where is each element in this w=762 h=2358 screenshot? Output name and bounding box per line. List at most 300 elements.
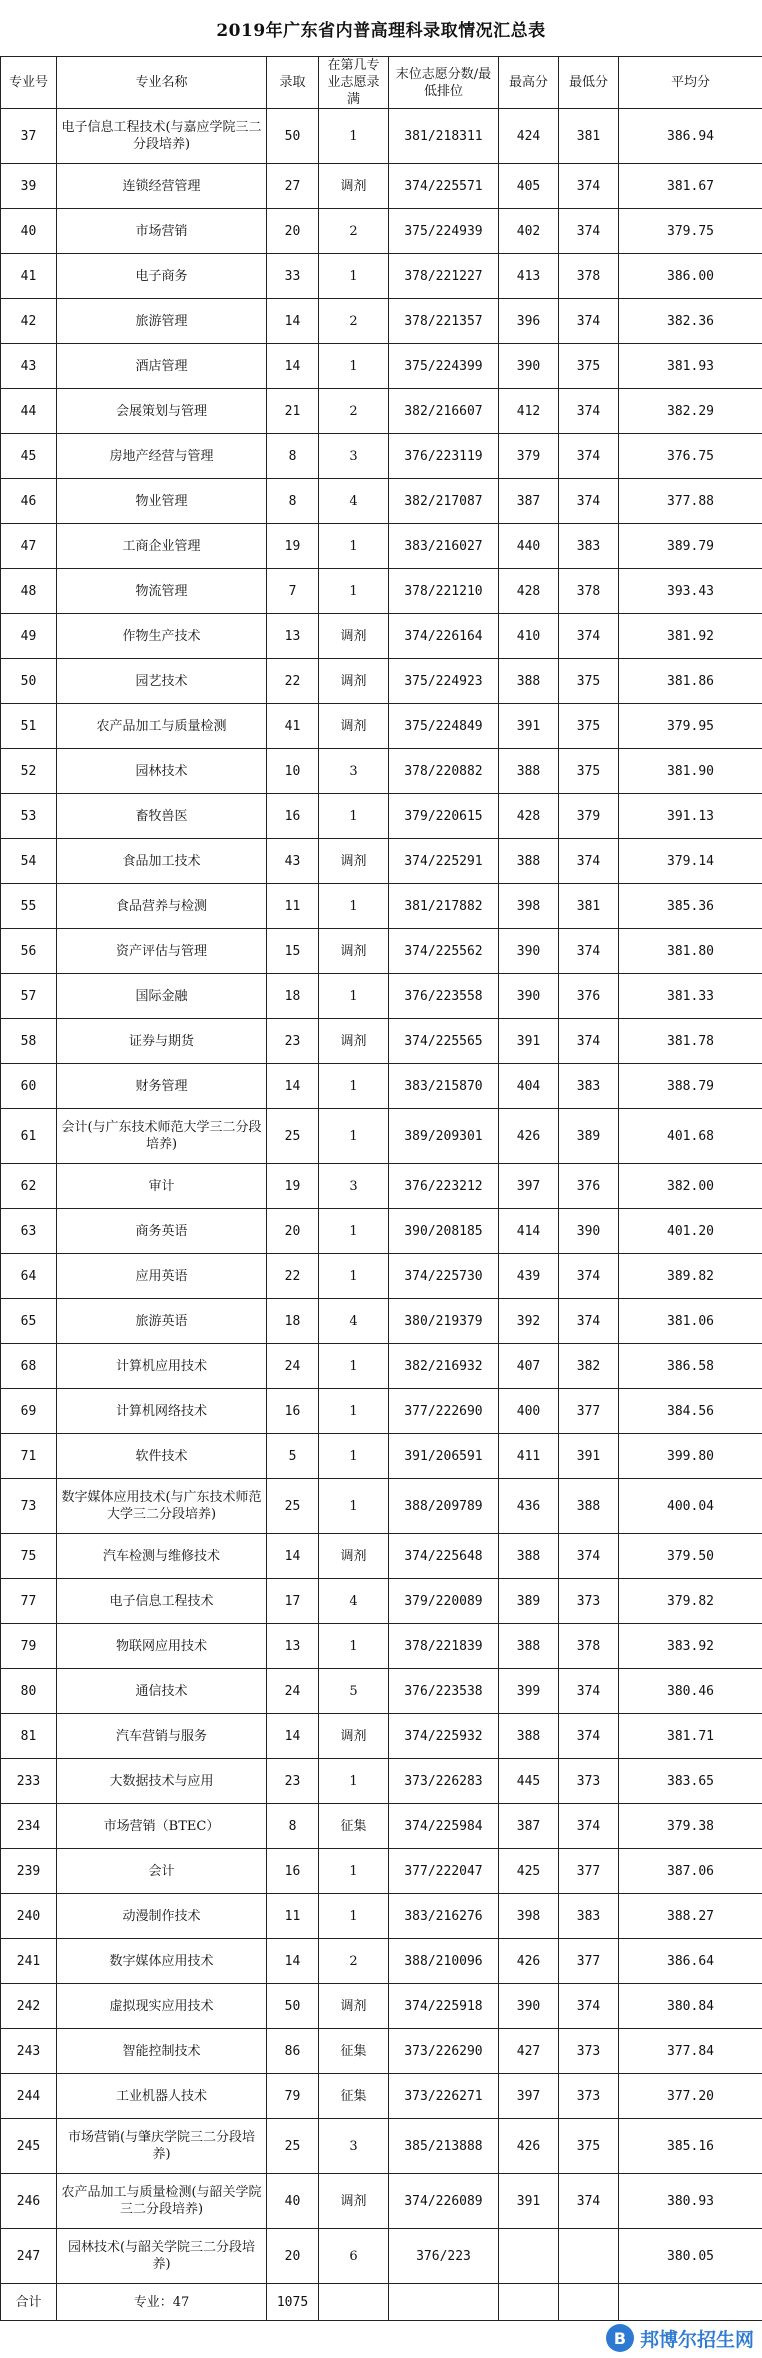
header-row	[1, 57, 762, 109]
cell-avg-score: 377.84	[619, 2029, 762, 2074]
cell-avg-score: 381.86	[619, 659, 762, 704]
cell-last-score-rank: 375/224923	[389, 659, 499, 704]
cell-choice-filled: 1	[319, 1344, 389, 1389]
cell-choice-filled: 征集	[319, 2029, 389, 2074]
table-row	[1, 1939, 762, 1984]
table-title: 2019年广东省内普高理科录取情况汇总表	[216, 20, 546, 41]
cell-admitted: 18	[267, 974, 319, 1019]
cell-major-name: 汽车检测与维修技术	[57, 1534, 267, 1579]
cell-last-score-rank: 374/225984	[389, 1804, 499, 1849]
cell-major-name: 工业机器人技术	[57, 2074, 267, 2119]
table-row	[1, 1254, 762, 1299]
cell-major-name: 计算机网络技术	[57, 1389, 267, 1434]
cell-min-score: 383	[559, 524, 619, 569]
cell-major-no: 241	[1, 1939, 57, 1984]
cell-choice-filled: 1	[319, 1759, 389, 1804]
cell-min-score: 378	[559, 254, 619, 299]
table-row	[1, 2229, 762, 2284]
cell-choice-filled: 3	[319, 749, 389, 794]
cell-max-score: 410	[499, 614, 559, 659]
cell-major-name: 市场营销（BTEC）	[57, 1804, 267, 1849]
cell-max-score: 407	[499, 1344, 559, 1389]
cell-admitted: 40	[267, 2174, 319, 2229]
cell-major-no: 47	[1, 524, 57, 569]
table-row	[1, 479, 762, 524]
cell-avg-score: 399.80	[619, 1434, 762, 1479]
table-row	[1, 1624, 762, 1669]
table-row	[1, 389, 762, 434]
cell-min-score: 377	[559, 1849, 619, 1894]
table-row	[1, 659, 762, 704]
cell-min-score: 376	[559, 974, 619, 1019]
table-row	[1, 524, 762, 569]
cell-avg-score: 388.27	[619, 1894, 762, 1939]
cell-choice-filled: 1	[319, 1389, 389, 1434]
cell-avg-score: 377.20	[619, 2074, 762, 2119]
cell-major-no: 77	[1, 1579, 57, 1624]
table-row	[1, 1479, 762, 1534]
cell-choice-filled: 1	[319, 1109, 389, 1164]
cell-min-score: 373	[559, 2074, 619, 2119]
cell-last-score-rank: 376/223212	[389, 1164, 499, 1209]
cell-major-no: 43	[1, 344, 57, 389]
cell-last-score-rank: 374/225918	[389, 1984, 499, 2029]
cell-last-score-rank: 383/215870	[389, 1064, 499, 1109]
cell-admitted: 50	[267, 1984, 319, 2029]
cell-max-score: 398	[499, 884, 559, 929]
cell-min-score: 374	[559, 614, 619, 659]
cell-last-score-rank: 390/208185	[389, 1209, 499, 1254]
col-header-avg-score: 平均分	[619, 57, 762, 109]
cell-min-score: 388	[559, 1479, 619, 1534]
table-row	[1, 614, 762, 659]
cell-max-score: 445	[499, 1759, 559, 1804]
cell-max-score: 426	[499, 1109, 559, 1164]
col-header-choice-filled: 在第几专业志愿录满	[319, 57, 389, 109]
cell-admitted: 11	[267, 884, 319, 929]
cell-avg-score: 387.06	[619, 1849, 762, 1894]
cell-last-score-rank: 378/220882	[389, 749, 499, 794]
cell-min-score: 374	[559, 1669, 619, 1714]
cell-last-score-rank: 380/219379	[389, 1299, 499, 1344]
cell-admitted: 23	[267, 1019, 319, 1064]
cell-choice-filled: 1	[319, 974, 389, 1019]
cell-major-no: 39	[1, 164, 57, 209]
table-row	[1, 839, 762, 884]
cell-major-name: 作物生产技术	[57, 614, 267, 659]
cell-choice-filled: 2	[319, 1939, 389, 1984]
cell-choice-filled: 6	[319, 2229, 389, 2284]
cell-major-name: 国际金融	[57, 974, 267, 1019]
cell-choice-filled: 调剂	[319, 2174, 389, 2229]
cell-avg-score: 381.90	[619, 749, 762, 794]
cell-max-score: 404	[499, 1064, 559, 1109]
cell-major-name: 园林技术	[57, 749, 267, 794]
cell-max-score: 391	[499, 1019, 559, 1064]
cell-max-score: 425	[499, 1849, 559, 1894]
cell-min-score: 382	[559, 1344, 619, 1389]
cell-last-score-rank: 376/223	[389, 2229, 499, 2284]
cell-min-score: 374	[559, 839, 619, 884]
cell-last-score-rank: 376/223119	[389, 434, 499, 479]
cell-last-score-rank: 379/220615	[389, 794, 499, 839]
cell-min-score: 383	[559, 1894, 619, 1939]
cell-major-name: 市场营销(与肇庆学院三二分段培养)	[57, 2119, 267, 2174]
cell-avg-score: 381.33	[619, 974, 762, 1019]
cell-admitted: 22	[267, 1254, 319, 1299]
cell-avg-score: 391.13	[619, 794, 762, 839]
cell-max-score: 388	[499, 1714, 559, 1759]
cell-min-score: 375	[559, 749, 619, 794]
cell-avg-score: 381.06	[619, 1299, 762, 1344]
cell-max-score: 387	[499, 479, 559, 524]
cell-max-score: 405	[499, 164, 559, 209]
cell-major-no: 245	[1, 2119, 57, 2174]
cell-choice-filled: 2	[319, 389, 389, 434]
cell-avg-score: 385.36	[619, 884, 762, 929]
table-row	[1, 1759, 762, 1804]
table-row	[1, 344, 762, 389]
cell-choice-filled: 1	[319, 1434, 389, 1479]
cell-admitted: 50	[267, 109, 319, 164]
col-header-major-name: 专业名称	[57, 57, 267, 109]
table-row	[1, 1299, 762, 1344]
cell-last-score-rank: 381/217882	[389, 884, 499, 929]
cell-admitted: 8	[267, 1804, 319, 1849]
cell-admitted: 18	[267, 1299, 319, 1344]
cell-avg-score: 401.68	[619, 1109, 762, 1164]
cell-major-no: 80	[1, 1669, 57, 1714]
cell-min-score: 374	[559, 434, 619, 479]
cell-last-score-rank: 379/220089	[389, 1579, 499, 1624]
cell-major-no: 71	[1, 1434, 57, 1479]
table-row	[1, 299, 762, 344]
table-row	[1, 1109, 762, 1164]
total-row	[1, 2284, 762, 2321]
cell-last-score-rank: 378/221839	[389, 1624, 499, 1669]
table-row	[1, 1434, 762, 1479]
cell-min-score: 374	[559, 1714, 619, 1759]
cell-admitted: 20	[267, 1209, 319, 1254]
cell-choice-filled: 调剂	[319, 1534, 389, 1579]
table-row	[1, 209, 762, 254]
total-label: 合计	[1, 2284, 57, 2321]
cell-admitted: 7	[267, 569, 319, 614]
table-row	[1, 1804, 762, 1849]
cell-choice-filled: 1	[319, 1894, 389, 1939]
cell-major-name: 大数据技术与应用	[57, 1759, 267, 1804]
cell-major-name: 市场营销	[57, 209, 267, 254]
cell-max-score: 411	[499, 1434, 559, 1479]
table-row	[1, 434, 762, 479]
cell-min-score: 376	[559, 1164, 619, 1209]
cell-avg-score: 386.00	[619, 254, 762, 299]
cell-avg-score: 400.04	[619, 1479, 762, 1534]
cell-avg-score: 381.92	[619, 614, 762, 659]
cell-major-no: 52	[1, 749, 57, 794]
cell-major-no: 69	[1, 1389, 57, 1434]
cell-last-score-rank: 391/206591	[389, 1434, 499, 1479]
cell-major-no: 240	[1, 1894, 57, 1939]
cell-last-score-rank: 374/225565	[389, 1019, 499, 1064]
cell-major-name: 电子信息工程技术(与嘉应学院三二分段培养)	[57, 109, 267, 164]
cell-major-name: 智能控制技术	[57, 2029, 267, 2074]
cell-choice-filled: 3	[319, 434, 389, 479]
site-watermark	[606, 2324, 754, 2352]
cell-choice-filled: 5	[319, 1669, 389, 1714]
cell-major-name: 数字媒体应用技术(与广东技术师范大学三二分段培养)	[57, 1479, 267, 1534]
cell-avg-score: 379.14	[619, 839, 762, 884]
cell-major-no: 242	[1, 1984, 57, 2029]
cell-admitted: 13	[267, 1624, 319, 1669]
table-row	[1, 1579, 762, 1624]
cell-min-score: 378	[559, 1624, 619, 1669]
cell-min-score: 375	[559, 659, 619, 704]
cell-min-score: 374	[559, 2174, 619, 2229]
cell-min-score: 374	[559, 299, 619, 344]
cell-major-no: 57	[1, 974, 57, 1019]
cell-admitted: 19	[267, 524, 319, 569]
cell-choice-filled: 2	[319, 299, 389, 344]
cell-major-no: 239	[1, 1849, 57, 1894]
col-header-max-score: 最高分	[499, 57, 559, 109]
cell-choice-filled: 调剂	[319, 1019, 389, 1064]
cell-major-name: 食品营养与检测	[57, 884, 267, 929]
table-row	[1, 1714, 762, 1759]
cell-last-score-rank: 376/223538	[389, 1669, 499, 1714]
cell-major-no: 61	[1, 1109, 57, 1164]
cell-max-score: 426	[499, 1939, 559, 1984]
cell-last-score-rank: 381/218311	[389, 109, 499, 164]
cell-major-no: 41	[1, 254, 57, 299]
cell-avg-score: 383.92	[619, 1624, 762, 1669]
table-row	[1, 1534, 762, 1579]
cell-admitted: 11	[267, 1894, 319, 1939]
cell-avg-score: 385.16	[619, 2119, 762, 2174]
cell-max-score: 428	[499, 794, 559, 839]
cell-max-score: 388	[499, 749, 559, 794]
table-row	[1, 794, 762, 839]
table-row	[1, 1209, 762, 1254]
cell-min-score: 375	[559, 704, 619, 749]
cell-choice-filled: 调剂	[319, 1984, 389, 2029]
table-row	[1, 929, 762, 974]
cell-max-score: 397	[499, 1164, 559, 1209]
cell-major-name: 工商企业管理	[57, 524, 267, 569]
cell-admitted: 15	[267, 929, 319, 974]
table-row	[1, 974, 762, 1019]
col-header-admitted: 录取	[267, 57, 319, 109]
cell-last-score-rank: 377/222047	[389, 1849, 499, 1894]
cell-admitted: 33	[267, 254, 319, 299]
total-admitted: 1075	[267, 2284, 319, 2321]
cell-major-name: 商务英语	[57, 1209, 267, 1254]
cell-max-score: 389	[499, 1579, 559, 1624]
cell-choice-filled: 1	[319, 1254, 389, 1299]
table-row	[1, 1894, 762, 1939]
cell-max-score: 414	[499, 1209, 559, 1254]
cell-choice-filled: 调剂	[319, 614, 389, 659]
cell-min-score: 374	[559, 1534, 619, 1579]
cell-choice-filled: 1	[319, 254, 389, 299]
cell-last-score-rank: 388/210096	[389, 1939, 499, 1984]
table-row	[1, 1344, 762, 1389]
watermark-text: 邦博尔招生网	[639, 2328, 754, 2351]
cell-admitted: 22	[267, 659, 319, 704]
cell-min-score: 390	[559, 1209, 619, 1254]
cell-min-score: 373	[559, 1759, 619, 1804]
cell-major-no: 51	[1, 704, 57, 749]
cell-admitted: 25	[267, 1109, 319, 1164]
cell-major-name: 连锁经营管理	[57, 164, 267, 209]
cell-major-name: 旅游管理	[57, 299, 267, 344]
table-row	[1, 1064, 762, 1109]
cell-avg-score: 382.29	[619, 389, 762, 434]
cell-avg-score: 379.38	[619, 1804, 762, 1849]
cell-admitted: 25	[267, 1479, 319, 1534]
cell-max-score: 426	[499, 2119, 559, 2174]
cell-major-name: 房地产经营与管理	[57, 434, 267, 479]
cell-min-score: 374	[559, 389, 619, 434]
cell-max-score: 396	[499, 299, 559, 344]
cell-admitted: 41	[267, 704, 319, 749]
cell-choice-filled: 1	[319, 1849, 389, 1894]
cell-min-score: 375	[559, 2119, 619, 2174]
cell-max-score: 388	[499, 1534, 559, 1579]
cell-admitted: 16	[267, 1389, 319, 1434]
cell-last-score-rank: 382/216607	[389, 389, 499, 434]
cell-last-score-rank: 374/225932	[389, 1714, 499, 1759]
cell-max-score: 388	[499, 1624, 559, 1669]
cell-last-score-rank: 375/224939	[389, 209, 499, 254]
cell-admitted: 24	[267, 1669, 319, 1714]
table-row	[1, 704, 762, 749]
cell-last-score-rank: 389/209301	[389, 1109, 499, 1164]
cell-max-score: 413	[499, 254, 559, 299]
cell-major-no: 46	[1, 479, 57, 524]
cell-choice-filled: 1	[319, 1624, 389, 1669]
cell-major-name: 审计	[57, 1164, 267, 1209]
cell-major-name: 电子商务	[57, 254, 267, 299]
cell-last-score-rank: 382/216932	[389, 1344, 499, 1389]
cell-admitted: 43	[267, 839, 319, 884]
cell-choice-filled: 4	[319, 1299, 389, 1344]
brand-logo-icon: B	[606, 2324, 634, 2352]
cell-max-score: 392	[499, 1299, 559, 1344]
cell-min-score: 381	[559, 884, 619, 929]
table-row	[1, 164, 762, 209]
cell-last-score-rank: 374/225571	[389, 164, 499, 209]
cell-max-score: 390	[499, 1984, 559, 2029]
cell-last-score-rank: 374/225648	[389, 1534, 499, 1579]
cell-admitted: 86	[267, 2029, 319, 2074]
cell-major-no: 79	[1, 1624, 57, 1669]
cell-avg-score: 393.43	[619, 569, 762, 614]
cell-major-name: 物流管理	[57, 569, 267, 614]
cell-choice-filled: 征集	[319, 2074, 389, 2119]
cell-major-name: 虚拟现实应用技术	[57, 1984, 267, 2029]
cell-max-score: 391	[499, 704, 559, 749]
cell-major-name: 软件技术	[57, 1434, 267, 1479]
cell-major-name: 汽车营销与服务	[57, 1714, 267, 1759]
cell-major-no: 68	[1, 1344, 57, 1389]
cell-min-score: 377	[559, 1939, 619, 1984]
cell-min-score: 383	[559, 1064, 619, 1109]
cell-min-score	[559, 2229, 619, 2284]
cell-max-score: 391	[499, 2174, 559, 2229]
cell-min-score: 391	[559, 1434, 619, 1479]
cell-admitted: 5	[267, 1434, 319, 1479]
col-header-last-score-rank: 末位志愿分数/最低排位	[389, 57, 499, 109]
cell-avg-score: 381.78	[619, 1019, 762, 1064]
cell-major-name: 会计	[57, 1849, 267, 1894]
cell-choice-filled: 调剂	[319, 164, 389, 209]
cell-avg-score: 379.95	[619, 704, 762, 749]
table-row	[1, 2174, 762, 2229]
cell-last-score-rank: 374/225291	[389, 839, 499, 884]
cell-admitted: 21	[267, 389, 319, 434]
cell-choice-filled: 2	[319, 209, 389, 254]
cell-admitted: 17	[267, 1579, 319, 1624]
table-row	[1, 1669, 762, 1714]
cell-admitted: 14	[267, 1064, 319, 1109]
cell-last-score-rank: 378/221357	[389, 299, 499, 344]
cell-avg-score: 377.88	[619, 479, 762, 524]
cell-major-name: 畜牧兽医	[57, 794, 267, 839]
table-row	[1, 1164, 762, 1209]
cell-max-score	[499, 2229, 559, 2284]
cell-major-no: 45	[1, 434, 57, 479]
cell-major-no: 49	[1, 614, 57, 659]
cell-min-score: 374	[559, 1254, 619, 1299]
cell-major-no: 65	[1, 1299, 57, 1344]
cell-admitted: 14	[267, 1714, 319, 1759]
table-row	[1, 1984, 762, 2029]
cell-avg-score: 380.93	[619, 2174, 762, 2229]
cell-min-score: 389	[559, 1109, 619, 1164]
cell-min-score: 374	[559, 1804, 619, 1849]
cell-max-score: 440	[499, 524, 559, 569]
cell-major-no: 53	[1, 794, 57, 839]
cell-admitted: 20	[267, 2229, 319, 2284]
cell-major-no: 55	[1, 884, 57, 929]
cell-max-score: 402	[499, 209, 559, 254]
cell-major-no: 58	[1, 1019, 57, 1064]
cell-major-name: 酒店管理	[57, 344, 267, 389]
cell-admitted: 8	[267, 434, 319, 479]
cell-major-name: 食品加工技术	[57, 839, 267, 884]
cell-admitted: 79	[267, 2074, 319, 2119]
cell-min-score: 377	[559, 1389, 619, 1434]
cell-last-score-rank: 373/226271	[389, 2074, 499, 2119]
cell-major-no: 75	[1, 1534, 57, 1579]
cell-choice-filled: 3	[319, 1164, 389, 1209]
cell-min-score: 374	[559, 479, 619, 524]
cell-major-name: 园林技术(与韶关学院三二分段培养)	[57, 2229, 267, 2284]
cell-admitted: 16	[267, 794, 319, 839]
cell-choice-filled: 1	[319, 884, 389, 929]
cell-major-no: 42	[1, 299, 57, 344]
cell-admitted: 25	[267, 2119, 319, 2174]
cell-major-no: 50	[1, 659, 57, 704]
cell-major-name: 财务管理	[57, 1064, 267, 1109]
cell-avg-score: 379.50	[619, 1534, 762, 1579]
cell-avg-score: 379.75	[619, 209, 762, 254]
cell-last-score-rank: 378/221227	[389, 254, 499, 299]
cell-choice-filled: 1	[319, 1064, 389, 1109]
cell-admitted: 14	[267, 1534, 319, 1579]
cell-avg-score: 379.82	[619, 1579, 762, 1624]
